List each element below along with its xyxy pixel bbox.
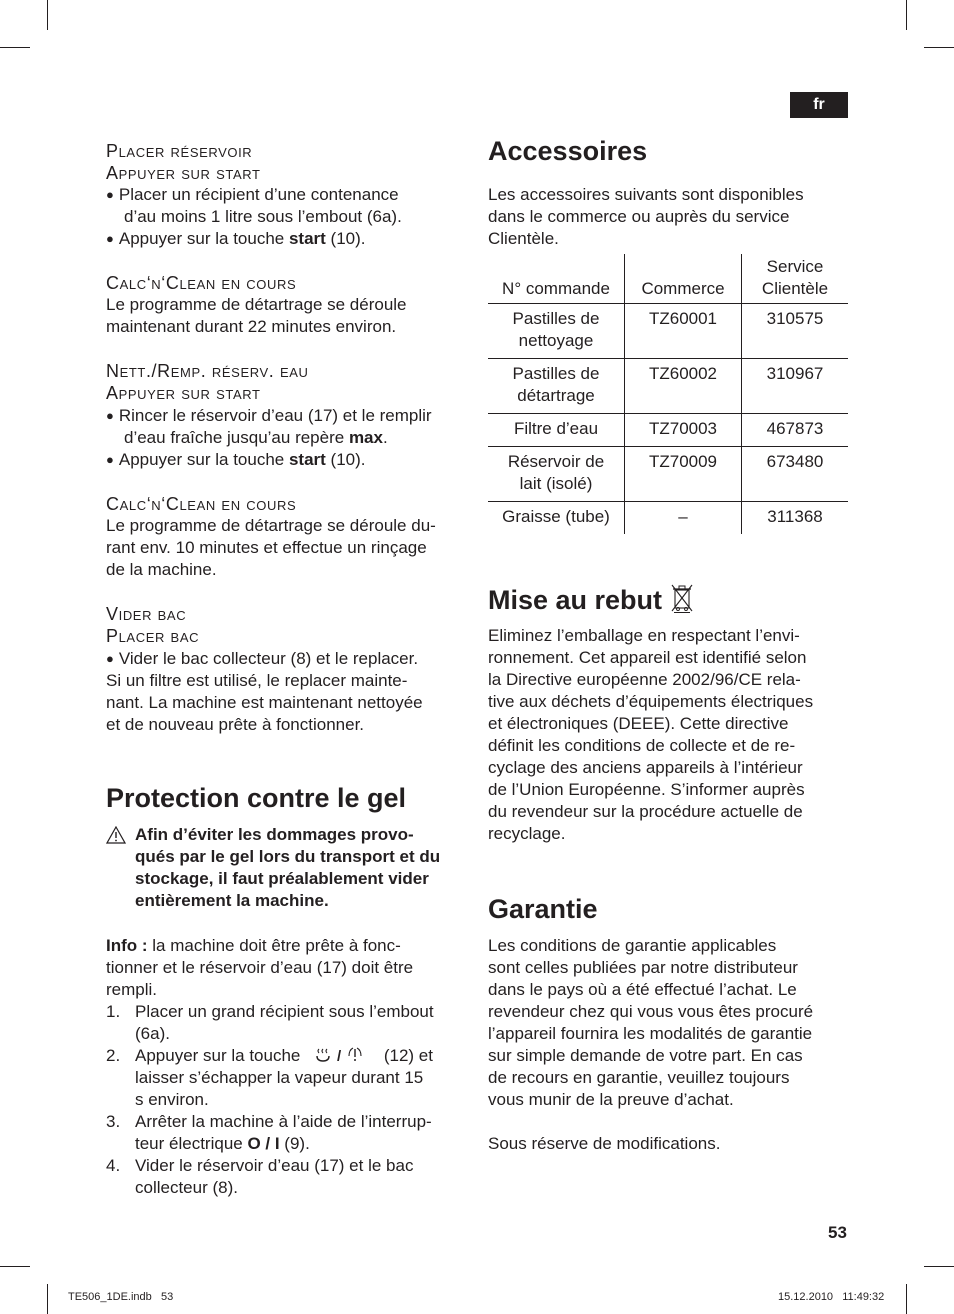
step-number: 1. (106, 1002, 121, 1021)
footer-datetime: 15.12.2010 11:49:32 (778, 1291, 885, 1303)
bullet-item: ● Rincer le réservoir d’eau (17) et le remplir (106, 405, 432, 428)
paragraph-line: et électroniques (DEEE). Cette directive (488, 714, 789, 733)
paragraph-line: dans le pays où a été effectué l’achat. Le (488, 980, 797, 999)
table-cell: TZ60002 (625, 359, 742, 414)
table-cell: 311368 (767, 507, 823, 526)
step-text: Arrêter la machine à l’aide de l’interrup- (135, 1112, 432, 1131)
info-line: rempli. (106, 980, 158, 999)
paragraph-line: la Directive européenne 2002/96/CE rela- (488, 670, 801, 689)
info-line: tionner et le réservoir d’eau (17) doit être (106, 958, 414, 977)
crop-mark (906, 1284, 907, 1314)
table-row (488, 502, 848, 535)
table-header-cell: Commerce (625, 254, 742, 304)
step-text: s environ. (135, 1090, 209, 1109)
bullet-item: ● Appuyer sur la touche start (10). (106, 228, 366, 251)
crop-mark (0, 47, 30, 48)
paragraph-line: Clientèle. (488, 229, 559, 248)
paragraph-line: et de nouveau prête à fonctionner. (106, 715, 365, 734)
paragraph-line: Le programme de détartrage se déroule (106, 295, 407, 314)
step-number: 4. (106, 1156, 121, 1175)
bullet-item-cont: d’eau fraîche jusqu’au repère max. (124, 428, 388, 447)
display-message: Calc‘n‘Clean en cours (106, 273, 297, 293)
bullet-item: ● Vider le bac collecteur (8) et le replacer. (106, 648, 418, 671)
warning-text: qués par le gel lors du transport et du (135, 847, 441, 866)
paragraph-line: définit les conditions de collecte et de re- (488, 736, 796, 755)
crop-mark (47, 1284, 48, 1314)
table-cell: TZ70009 (625, 447, 742, 502)
step-text: Placer un grand récipient sous l’embout (135, 1002, 434, 1021)
table-header-row (488, 254, 848, 304)
step-number: 2. (106, 1046, 121, 1065)
warning-icon (106, 826, 126, 849)
language-tab: fr (790, 92, 848, 118)
table-header-cell: N° commande (488, 254, 625, 304)
display-message: Placer bac (106, 626, 200, 646)
table-cell: Graisse (tube) (488, 502, 625, 535)
table-cell: Filtre d’eau (488, 414, 625, 447)
table-cell: Pastilles de détartrage (488, 359, 625, 414)
table-cell: Réservoir de lait (isolé) (488, 447, 625, 502)
step-text: collecteur (8). (135, 1178, 238, 1197)
paragraph-line: dans le commerce ou auprès du service (488, 207, 790, 226)
display-message: Vider bac (106, 604, 187, 624)
section-title-accessories: Accessoires (488, 136, 648, 166)
svg-text:/: / (337, 1048, 342, 1064)
table-row (488, 447, 848, 502)
paragraph-line: Si un filtre est utilisé, le replacer mainte- (106, 671, 408, 690)
section-title-warranty: Garantie (488, 894, 598, 924)
crop-mark (906, 0, 907, 30)
paragraph-line: sur simple demande de votre part. En cas (488, 1046, 803, 1065)
section-title-frost: Protection contre le gel (106, 783, 407, 813)
warning-text: stockage, il faut préalablement vider (135, 869, 429, 888)
section-title-disposal: Mise au rebut (488, 583, 694, 620)
table-header-cell: Service Clientèle (742, 254, 849, 304)
paragraph-line: de l’Union Européenne. S’informer auprès (488, 780, 805, 799)
paragraph-line: vous munir de la preuve d’achat. (488, 1090, 734, 1109)
display-message: Placer réservoir (106, 141, 253, 161)
table-cell: 467873 (742, 414, 849, 447)
display-message: Calc‘n‘Clean en cours (106, 494, 297, 514)
crop-mark (924, 47, 954, 48)
paragraph-line: tive aux déchets d’équipements électriques (488, 692, 814, 711)
crop-mark (0, 1266, 30, 1267)
paragraph-line: Les accessoires suivants sont disponibles (488, 185, 804, 204)
table-row (488, 304, 848, 359)
table-cell: 310575 (742, 304, 849, 359)
bullet-item-cont: d’au moins 1 litre sous l’embout (6a). (124, 207, 402, 226)
page-number: 53 (828, 1223, 847, 1242)
bullet-item: ● Appuyer sur la touche start (10). (106, 449, 366, 472)
table-cell: Pastilles de nettoyage (488, 304, 625, 359)
step-text: Vider le réservoir d’eau (17) et le bac (135, 1156, 414, 1175)
paragraph-line: Le programme de détartrage se déroule du- (106, 516, 436, 535)
step-text: laisser s’échapper la vapeur durant 15 (135, 1068, 424, 1087)
paragraph-line: de recours en garantie, veuillez toujours (488, 1068, 790, 1087)
display-message: Nett./Remp. réserv. eau (106, 361, 309, 381)
paragraph-line: l’appareil fournira les modalités de garantie (488, 1024, 813, 1043)
reserve-note: Sous réserve de modifications. (488, 1134, 721, 1153)
paragraph-line: rant env. 10 minutes et effectue un rinçage (106, 538, 427, 557)
paragraph-line: ronnement. Cet appareil est identifié selon (488, 648, 807, 667)
crop-mark (47, 0, 48, 30)
step-text: (6a). (135, 1024, 170, 1043)
paragraph-line: recyclage. (488, 824, 566, 843)
paragraph-line: de la machine. (106, 560, 217, 579)
paragraph-line: Les conditions de garantie applicables (488, 936, 777, 955)
crop-mark (924, 1266, 954, 1267)
paragraph-line: revendeur chez qui vous vous êtes procuré (488, 1002, 814, 1021)
step-text: Appuyer sur la touche / (12) et (135, 1045, 433, 1070)
accessories-table (488, 254, 848, 534)
table-cell: – (625, 502, 742, 535)
paragraph-line: du revendeur sur la procédure actuelle de (488, 802, 803, 821)
warning-text: entièrement la machine. (135, 891, 329, 910)
warning-text: Afin d’éviter les dommages provo- (135, 825, 414, 844)
step-number: 3. (106, 1112, 121, 1131)
table-row (488, 414, 848, 447)
paragraph-line: Eliminez l’emballage en respectant l’envi- (488, 626, 800, 645)
table-cell: 673480 (742, 447, 849, 502)
display-message: Appuyer sur start (106, 383, 261, 403)
weee-bin-icon (670, 583, 694, 620)
step-text: teur électrique O / I (9). (135, 1134, 310, 1153)
table-row (488, 359, 848, 414)
footer-file: TE506_1DE.indb 53 (68, 1291, 174, 1303)
paragraph-line: cyclage des anciens appareils à l’intérieur (488, 758, 803, 777)
bullet-item: ● Placer un récipient d’une contenance (106, 184, 399, 207)
table-cell: TZ70003 (625, 414, 742, 447)
paragraph-line: maintenant durant 22 minutes environ. (106, 317, 397, 336)
table-cell: 310967 (742, 359, 849, 414)
table-cell: TZ60001 (625, 304, 742, 359)
paragraph-line: sont celles publiées par notre distributeur (488, 958, 798, 977)
display-message: Appuyer sur start (106, 163, 261, 183)
info-line: Info : la machine doit être prête à fonc- (106, 936, 401, 955)
paragraph-line: nant. La machine est maintenant nettoyée (106, 693, 423, 712)
